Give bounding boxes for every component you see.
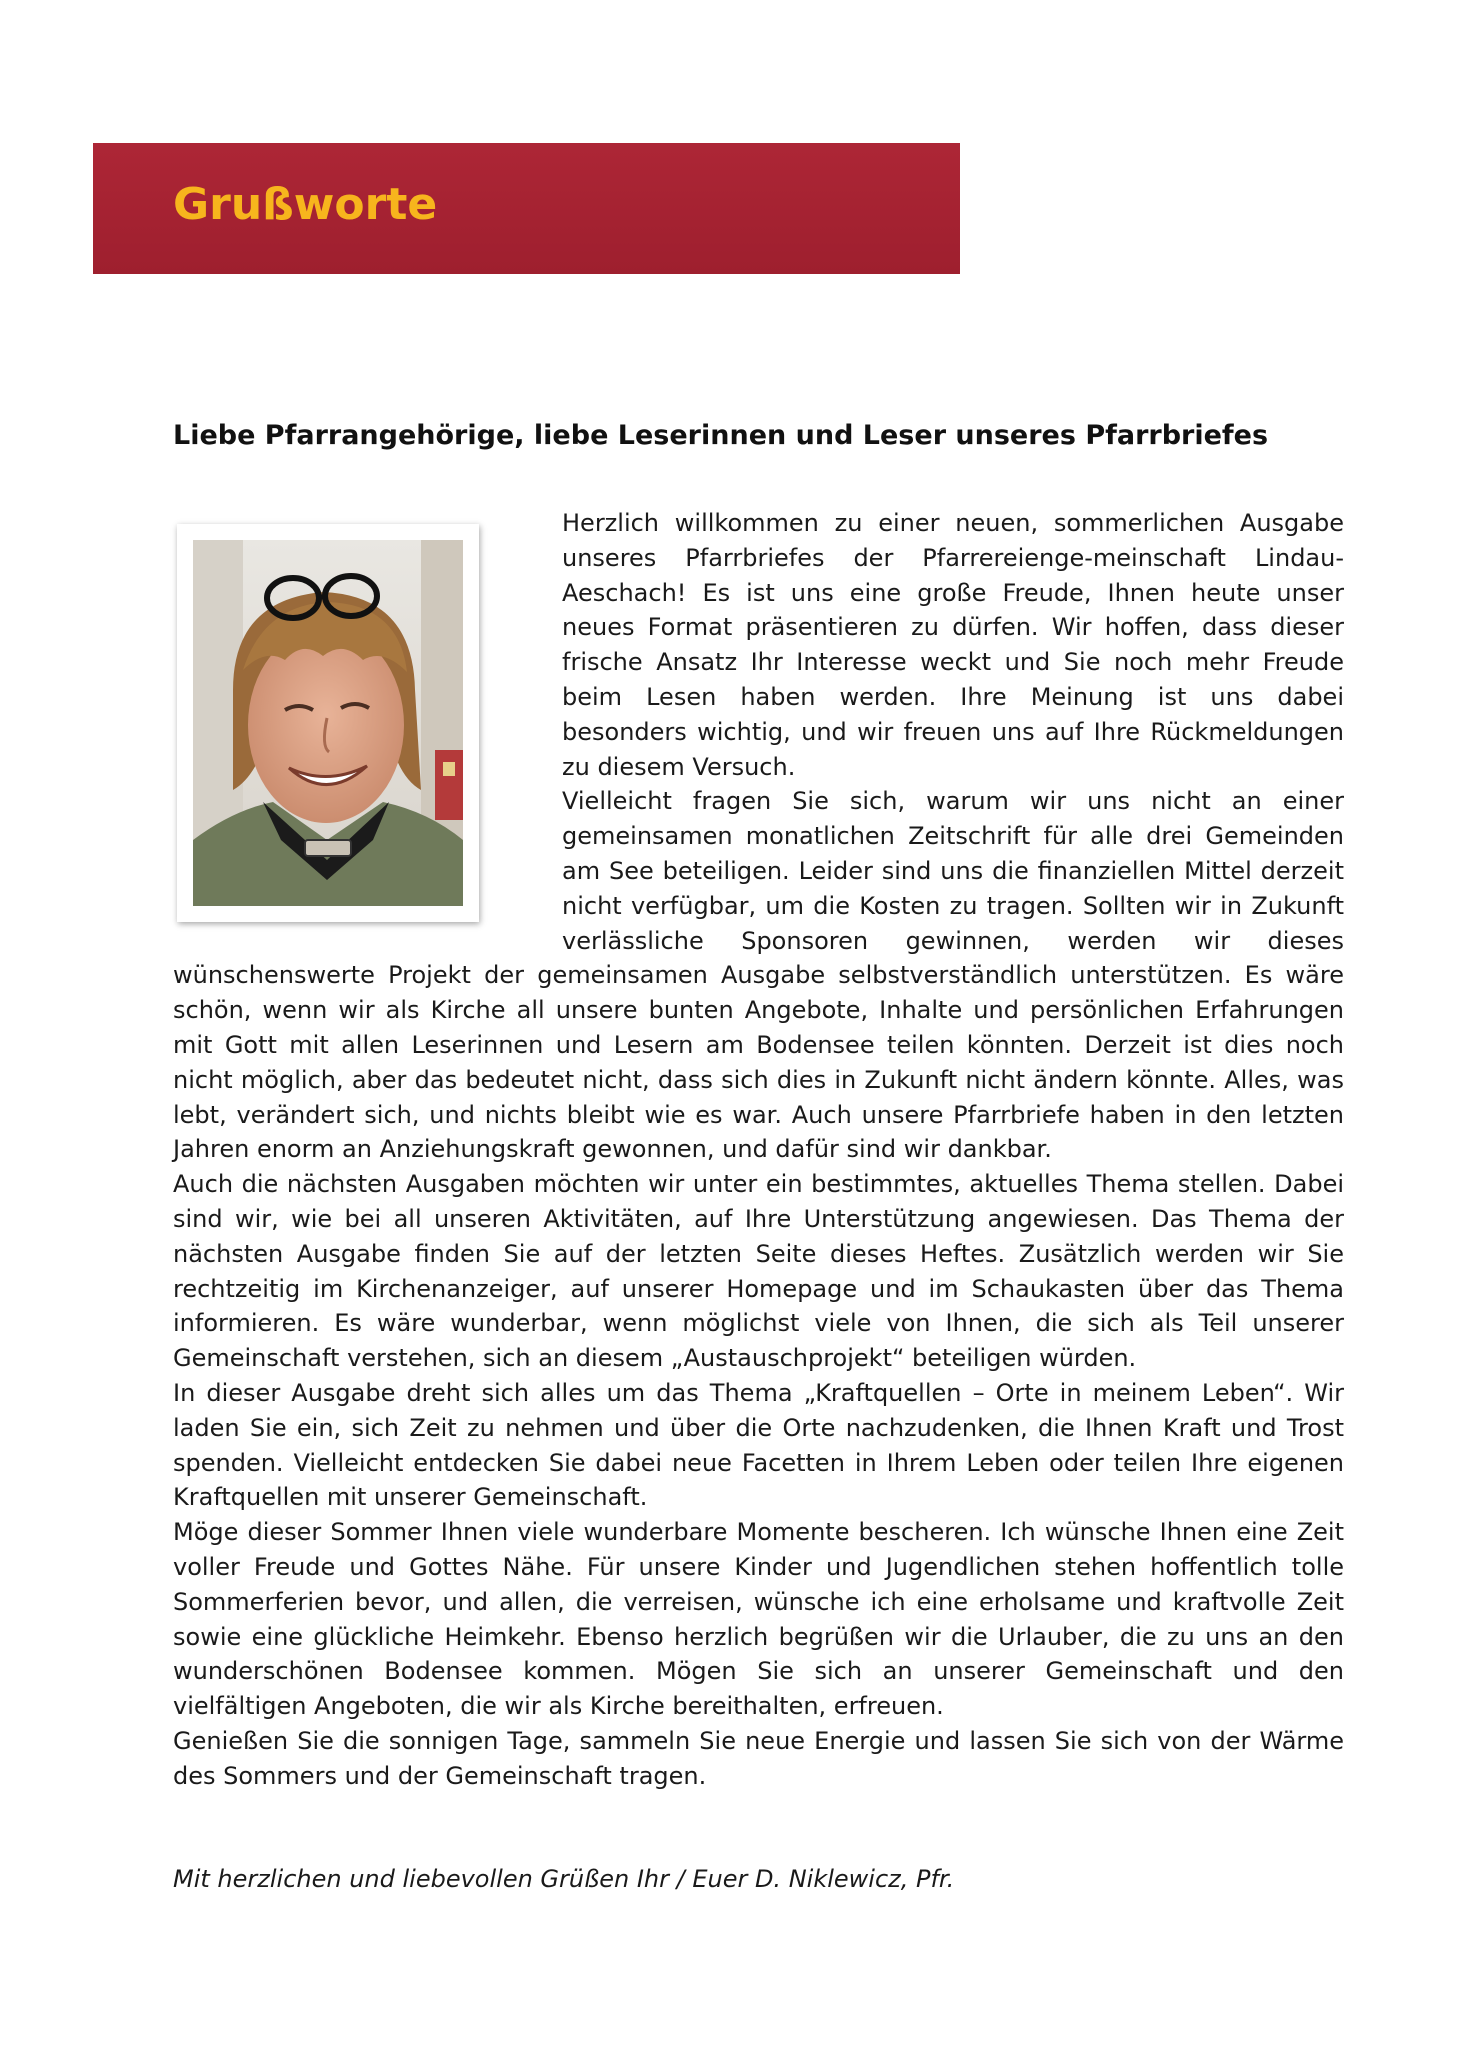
letter-paragraph: Genießen Sie die sonnigen Tage, sammeln Sie neue Energie und lassen Sie sich von der Wärme des Sommers und der Gemeinschaft tragen. — [173, 1726, 1344, 1790]
section-title: Grußworte — [173, 179, 438, 230]
letter-paragraph: Auch die nächsten Ausgaben möchten wir unter ein bestimmtes, aktuelles Thema stellen. Dabei sind wir, wie bei all unseren Aktivitäten, auf Ihre Unterstützung angewiesen. Das Thema der nächsten Ausgabe finden Sie auf der letzten Seite dieses Heftes. Zusätzlich werden wir Sie rechtzeitig im Kirchenanzeiger, auf unserer Homepage und im Schaukasten über das Thema informieren. Es wäre wunderbar, wenn möglichst viele von Ihnen, die sich als Teil unserer Gemeinschaft verstehen, sich an diesem „Austauschprojekt“ beteiligen würden. — [173, 1170, 1344, 1373]
letter-body — [173, 506, 1344, 1793]
letter-signature: Mit herzlichen und liebevollen Grüßen Ihr / Euer D. Niklewicz, Pfr. — [173, 1865, 955, 1893]
letter-paragraph: In dieser Ausgabe dreht sich alles um das Thema „Kraftquellen – Orte in meinem Leben“. Wir laden Sie ein, sich Zeit zu nehmen und über die Orte nachzudenken, die Ihnen Kraft und Trost spenden. Vielleicht entdecken Sie dabei neue Facetten in Ihrem Leben oder teilen Ihre eigenen Kraftquellen mit unserer Gemeinschaft. — [173, 1378, 1344, 1512]
letter-paragraph: Möge dieser Sommer Ihnen viele wunderbare Momente bescheren. Ich wünsche Ihnen eine Zeit voller Freude und Gottes Nähe. Für unsere Kinder und Jugendlichen stehen hoffentlich tolle Sommerferien bevor, und allen, die verreisen, wünsche ich eine erholsame und kraftvolle Zeit sowie eine glückliche Heimkehr. Ebenso herzlich begrüßen wir die Urlauber, die zu uns an den wunderschönen Bodensee kommen. Mögen Sie sich an unserer Gemeinschaft und den vielfältigen Angeboten, die wir als Kirche bereithalten, erfreuen. — [173, 1518, 1344, 1721]
letter-paragraph: Vielleicht fragen Sie sich, warum wir uns nicht an einer gemeinsamen monatlichen Zeitschrift für alle drei Gemeinden am See beteiligen. Leider sind uns die finanziellen Mittel derzeit nicht verfügbar, um die Kosten zu tragen. Sollten wir in Zukunft verlässliche Sponsoren gewinnen, werden wir dieses wünschenswerte Projekt der gemeinsamen Ausgabe selbstverständlich unterstützen. Es wäre schön, wenn wir als Kirche all unsere bunten Angebote, Inhalte und persönlichen Erfahrungen mit Gott mit allen Leserinnen und Lesern am Bodensee teilen könnten. Derzeit ist dies noch nicht möglich, aber das bedeutet nicht, dass sich dies in Zukunft nicht ändern könnte. Alles, was lebt, verändert sich, und nichts bleibt wie es war. Auch unsere Pfarrbriefe haben in den letzten Jahren enorm an Anziehungskraft gewonnen, und dafür sind wir dankbar. — [173, 787, 1344, 1164]
photo-text-wrap-spacer — [173, 506, 562, 947]
header-banner — [93, 143, 960, 274]
letter-paragraph: Herzlich willkommen zu einer neuen, sommerlichen Ausgabe unseres Pfarrbriefes der Pfarrereienge-meinschaft Lindau-Aeschach! Es ist uns eine große Freude, Ihnen heute unser neues Format präsentieren zu dürfen. Wir hoffen, dass dieser frische Ansatz Ihr Interesse weckt und Sie noch mehr Freude beim Lesen haben werden. Ihre Meinung ist uns dabei besonders wichtig, und wir freuen uns auf Ihre Rückmeldungen zu diesem Versuch. — [562, 509, 1344, 781]
letter-greeting: Liebe Pfarrangehörige, liebe Leserinnen und Leser unseres Pfarrbriefes — [173, 420, 1269, 451]
